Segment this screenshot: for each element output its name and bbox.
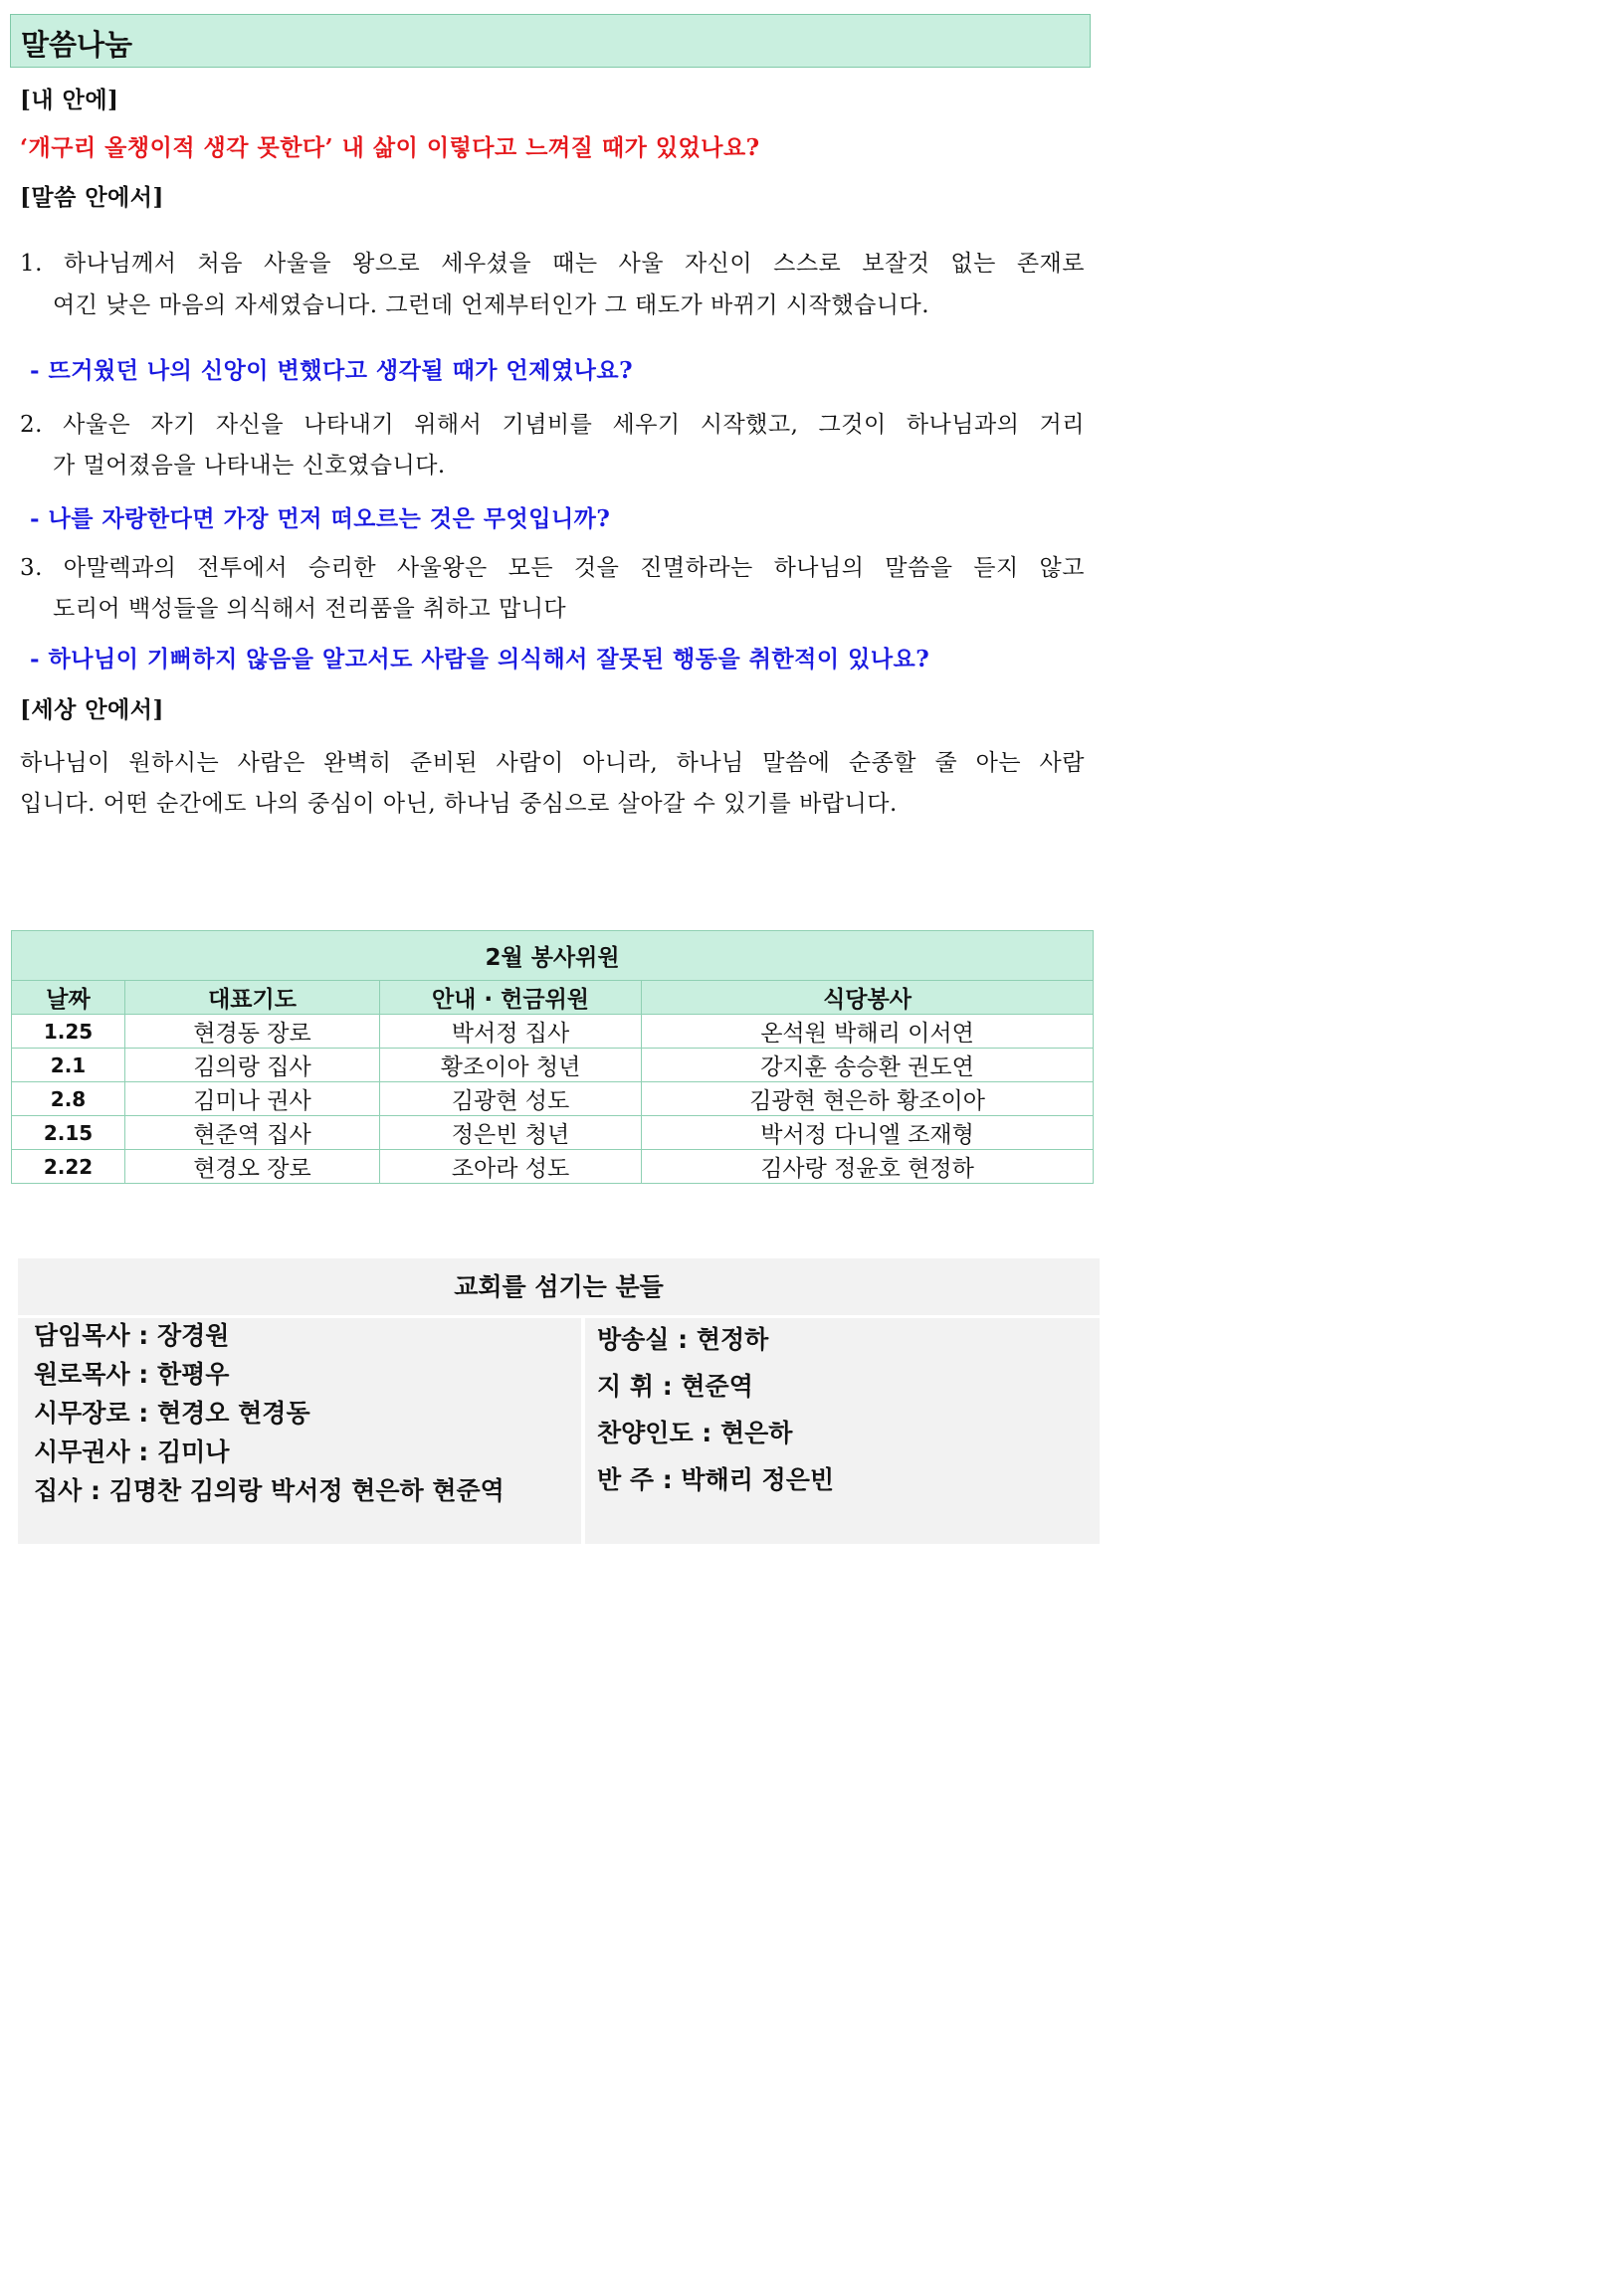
usher-cell: 조아라 성도 — [380, 1150, 642, 1184]
date-cell: 1.25 — [12, 1015, 125, 1049]
table-row — [12, 1150, 1094, 1184]
table-row — [12, 1049, 1094, 1082]
section-label-in-me: [내 안에] — [20, 87, 119, 113]
date-cell: 2.22 — [12, 1150, 125, 1184]
usher-cell: 정은빈 청년 — [380, 1116, 642, 1150]
service-table — [11, 930, 1094, 1184]
point-1-line-1: 1. 하나님께서 처음 사울을 왕으로 세우셨을 때는 사울 자신이 스스로 보잘것 없는 존재로 — [20, 251, 1085, 277]
date-cell: 2.1 — [12, 1049, 125, 1082]
table-row — [12, 1082, 1094, 1116]
usher-cell: 김광현 성도 — [380, 1082, 642, 1116]
staff-emeritus-pastor: 원로목사 : 한평우 — [34, 1360, 230, 1389]
point-3-question: - 하나님이 기뻐하지 않음을 알고서도 사람을 의식해서 잘못된 행동을 취한적이 있나요? — [30, 646, 930, 672]
kitchen-cell: 김광현 현은하 황조이아 — [642, 1082, 1094, 1116]
world-text-line-1: 하나님이 원하시는 사람은 완벽히 준비된 사람이 아니라, 하나님 말씀에 순종할 줄 아는 사람 — [20, 750, 1085, 776]
prayer-cell: 현경오 장로 — [125, 1150, 380, 1184]
staff-kwonsa: 시무권사 : 김미나 — [34, 1437, 230, 1466]
point-1-question: - 뜨거웠던 나의 신앙이 변했다고 생각될 때가 언제였나요? — [30, 357, 634, 384]
column-header-kitchen: 식당봉사 — [642, 981, 1094, 1015]
staff-elders: 시무장로 : 현경오 현경동 — [34, 1399, 310, 1428]
staff-accompanist: 반 주 : 박해리 정은빈 — [597, 1465, 835, 1494]
prayer-cell: 현준역 집사 — [125, 1116, 380, 1150]
staff-worship-leader: 찬양인도 : 현은하 — [597, 1419, 793, 1447]
column-header-usher: 안내 · 헌금위원 — [380, 981, 642, 1015]
service-table-header-row — [12, 981, 1094, 1015]
kitchen-cell: 강지훈 송승환 권도연 — [642, 1049, 1094, 1082]
kitchen-cell: 김사랑 정윤호 현정하 — [642, 1150, 1094, 1184]
point-3-line-2: 도리어 백성들을 의식해서 전리품을 취하고 맙니다 — [53, 596, 567, 622]
prayer-cell: 김미나 권사 — [125, 1082, 380, 1116]
kitchen-cell: 박서정 다니엘 조재형 — [642, 1116, 1094, 1150]
staff-senior-pastor: 담임목사 : 장경원 — [34, 1321, 230, 1350]
table-row — [12, 1015, 1094, 1049]
usher-cell: 황조이아 청년 — [380, 1049, 642, 1082]
date-cell: 2.15 — [12, 1116, 125, 1150]
section-label-in-word: [말씀 안에서] — [20, 184, 164, 211]
point-2-line-1: 2. 사울은 자기 자신을 나타내기 위해서 기념비를 세우기 시작했고, 그것이 하나님과의 거리 — [20, 412, 1085, 438]
staff-deacons: 집사 : 김명찬 김의랑 박서정 현은하 현준역 — [34, 1476, 505, 1505]
main-question: ‘개구리 올챙이적 생각 못한다’ 내 삶이 이렇다고 느껴질 때가 있었나요? — [20, 134, 760, 161]
prayer-cell: 김의랑 집사 — [125, 1049, 380, 1082]
prayer-cell: 현경동 장로 — [125, 1015, 380, 1049]
service-table-title: 2월 봉사위원 — [12, 931, 1094, 981]
world-text-line-2: 입니다. 어떤 순간에도 나의 중심이 아닌, 하나님 중심으로 살아갈 수 있기를 바랍니다. — [20, 791, 898, 817]
header-bar — [10, 14, 1091, 68]
staff-title: 교회를 섬기는 분들 — [454, 1272, 664, 1301]
section-label-in-world: [세상 안에서] — [20, 696, 164, 723]
kitchen-cell: 온석원 박해리 이서연 — [642, 1015, 1094, 1049]
point-3-line-1: 3. 아말렉과의 전투에서 승리한 사울왕은 모든 것을 진멸하라는 하나님의 말씀을 듣지 않고 — [20, 555, 1085, 581]
staff-box — [18, 1258, 1100, 1544]
column-header-prayer: 대표기도 — [125, 981, 380, 1015]
staff-conductor: 지 휘 : 현준역 — [597, 1372, 753, 1401]
page-title: 말씀나눔 — [21, 28, 133, 62]
staff-column-divider — [581, 1315, 585, 1544]
point-1-line-2: 여긴 낮은 마음의 자세였습니다. 그런데 언제부터인가 그 태도가 바뀌기 시작했습니다. — [53, 292, 930, 318]
usher-cell: 박서정 집사 — [380, 1015, 642, 1049]
table-row — [12, 1116, 1094, 1150]
point-2-line-2: 가 멀어졌음을 나타내는 신호였습니다. — [53, 453, 446, 478]
staff-broadcast: 방송실 : 현정하 — [597, 1325, 769, 1354]
column-header-date: 날짜 — [12, 981, 125, 1015]
point-2-question: - 나를 자랑한다면 가장 먼저 떠오르는 것은 무엇입니까? — [30, 505, 611, 532]
date-cell: 2.8 — [12, 1082, 125, 1116]
